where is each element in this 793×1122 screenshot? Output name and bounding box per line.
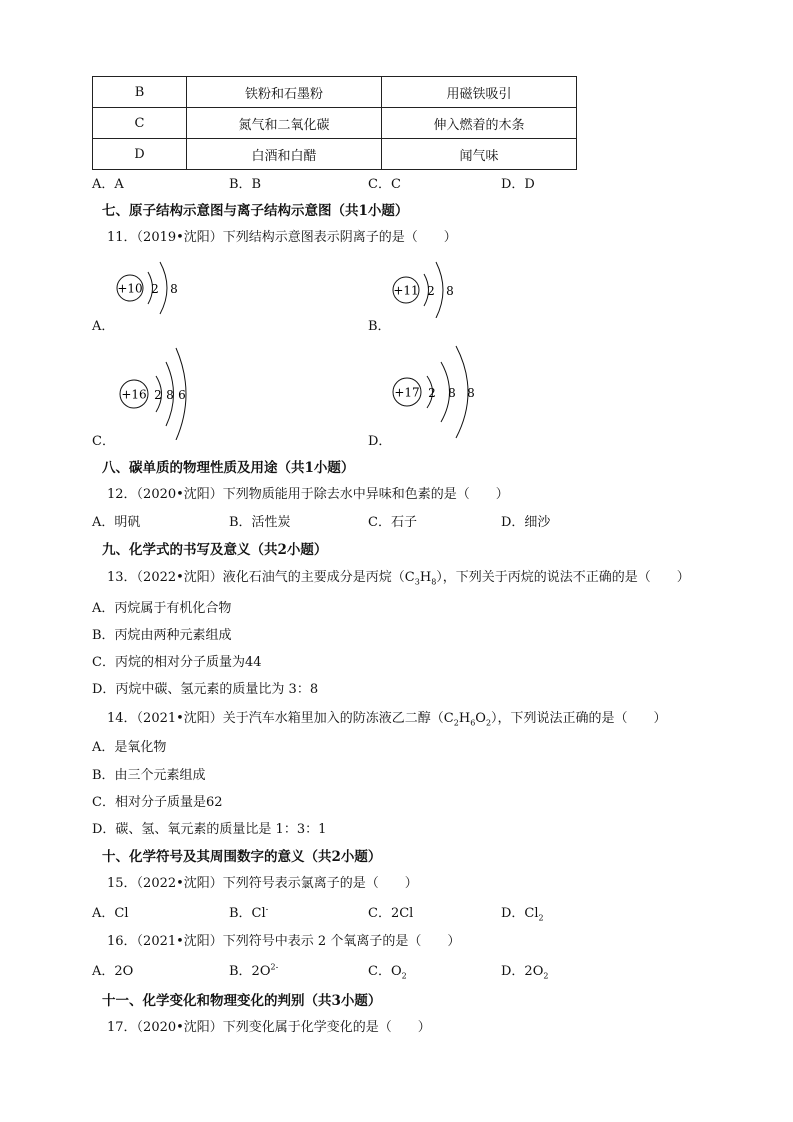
shell-electrons: 8 (467, 386, 475, 400)
q15-option-c: C．2Cl (368, 906, 414, 921)
q12-option-c: C．石子 (368, 515, 417, 530)
question-stem: 13．（2022•沈阳）液化石油气的主要成分是丙烷$(C_3H_8)$，下列关于丙烷的说法不正确的是（ ） (107, 570, 690, 587)
question-stem: 12．（2020•沈阳）下列物质能用于除去水中异味和色素的是（ ） (107, 487, 509, 502)
q10-option-c: C．C (368, 177, 401, 192)
q14-option-c: C．相对分子质量是62 (92, 795, 223, 810)
table-cell: D (93, 139, 187, 170)
shell-electrons: 8 (166, 388, 174, 402)
section-heading: 十一、化学变化和物理变化的判别（共3小题） (102, 993, 382, 1009)
q14-option-a: A．是氧化物 (92, 740, 167, 755)
question-stem: 15．（2022•沈阳）下列符号表示氯离子的是（ ） (107, 876, 418, 891)
section-heading: 九、化学式的书写及意义（共2小题） (102, 542, 328, 558)
q16-option-b: B．$2O^{2-}$ (229, 962, 279, 979)
question-stem: 11．（2019•沈阳）下列结构示意图表示阴离子的是（ ） (107, 230, 457, 245)
table-row (93, 139, 577, 170)
q14-option-b: B．由三个元素组成 (92, 768, 206, 783)
q13-option-a: A．丙烷属于有机化合物 (92, 601, 232, 616)
q10-option-b: B．B (229, 177, 262, 192)
table-row (93, 77, 577, 108)
table-cell: 铁粉和石墨粉 (187, 77, 382, 108)
table-cell: 伸入燃着的木条 (382, 108, 577, 139)
question-stem: 17．（2020•沈阳）下列变化属于化学变化的是（ ） (107, 1020, 431, 1035)
table-cell: 用磁铁吸引 (382, 77, 577, 108)
shell-electrons: 2 (427, 284, 435, 298)
section-heading: 十、化学符号及其周围数字的意义（共2小题） (102, 849, 382, 865)
shell-electrons: 8 (448, 386, 456, 400)
diagram-label: A． (92, 319, 115, 334)
q16-option-c: C．$O_2$ (368, 964, 407, 981)
table-cell: 氮气和二氧化碳 (187, 108, 382, 139)
shell-electrons: 6 (178, 388, 186, 402)
section-heading: 七、原子结构示意图与离子结构示意图（共1小题） (102, 203, 409, 219)
q16-option-a: A．2O (92, 964, 134, 979)
table-cell: C (93, 108, 187, 139)
shell-electrons: 8 (446, 284, 454, 298)
atom-diagram-d (388, 340, 488, 440)
nucleus-charge: +16 (121, 387, 147, 402)
diagram-label: D． (368, 434, 392, 449)
table-row (93, 108, 577, 139)
diagram-label: B． (368, 319, 391, 334)
shell-electrons: 2 (151, 282, 159, 296)
nucleus-charge: +11 (393, 283, 419, 298)
atom-diagram-b (386, 248, 466, 318)
table-cell: 闻气味 (382, 139, 577, 170)
q15-option-d: D．$Cl_2$ (501, 906, 544, 923)
q10-option-a: A．A (92, 177, 124, 192)
shell-electrons: 2 (428, 386, 436, 400)
table-cell: B (93, 77, 187, 108)
nucleus-charge: +10 (117, 281, 143, 296)
q12-option-b: B．活性炭 (229, 515, 291, 530)
q13-option-b: B．丙烷由两种元素组成 (92, 628, 232, 643)
question-stem: 16．（2021•沈阳）下列符号中表示 2 个氧离子的是（ ） (107, 934, 461, 949)
table-cell: 白酒和白醋 (187, 139, 382, 170)
q10-option-d: D．D (501, 177, 535, 192)
shell-electrons: 2 (154, 388, 162, 402)
q13-option-d: D．丙烷中碳、氢元素的质量比为 3：8 (92, 682, 319, 697)
question-stem: 14．（2021•沈阳）关于汽车水箱里加入的防冻液乙二醇$(C_2H_6O_2)$，下列说法正确的是（ ） (107, 711, 667, 728)
q12-option-d: D．细沙 (501, 515, 551, 530)
atom-diagram-a (110, 248, 190, 318)
q15-option-b: B．Cl- (229, 904, 269, 921)
options-table (92, 76, 577, 170)
diagram-label: C． (92, 434, 115, 449)
atom-diagram-c (112, 340, 202, 440)
nucleus-charge: +17 (394, 385, 420, 400)
shell-electrons: 8 (170, 282, 178, 296)
q14-option-d: D．碳、氢、氧元素的质量比是 1：3：1 (92, 822, 327, 837)
q13-option-c: C．丙烷的相对分子质量为44 (92, 655, 262, 670)
section-heading: 八、碳单质的物理性质及用途（共1小题） (102, 460, 355, 476)
q16-option-d: D．$2O_2$ (501, 964, 549, 981)
q12-option-a: A．明矾 (92, 515, 141, 530)
q15-option-a: A．Cl (92, 906, 129, 921)
